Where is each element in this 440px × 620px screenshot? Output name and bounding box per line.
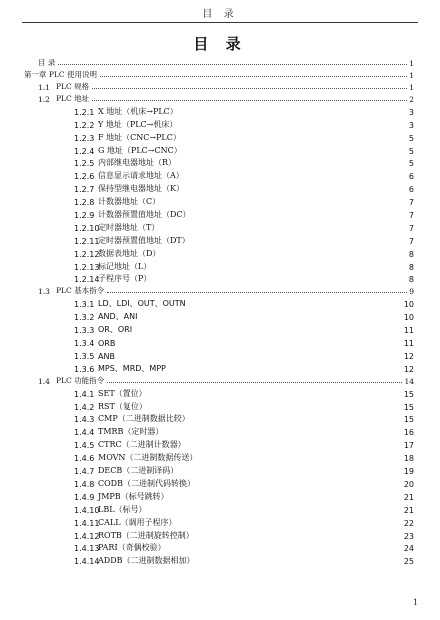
toc-entry-page: 2 bbox=[409, 95, 414, 104]
toc-entry-page: 7 bbox=[408, 211, 414, 221]
toc-entry-number: 1.3.6 bbox=[74, 364, 95, 374]
toc-entry-page: 10 bbox=[403, 313, 414, 323]
toc-entry-number: 1.2.12 bbox=[74, 249, 100, 259]
toc-entry-number: 1.4.10 bbox=[74, 505, 100, 515]
toc-entry-number: 1.2.11 bbox=[74, 236, 100, 246]
toc-entry-number: 1.2.5 bbox=[74, 159, 95, 169]
toc-entry[interactable] bbox=[24, 374, 414, 386]
toc-entry-title: 目 录 bbox=[38, 58, 56, 67]
toc-entry-title: 数据表地址（D） bbox=[98, 248, 161, 258]
toc-entry-number: 1.4 bbox=[38, 376, 50, 386]
toc-entry-number: 1.4.6 bbox=[74, 454, 95, 464]
toc-entry[interactable] bbox=[24, 296, 414, 309]
toc-entry-page: 21 bbox=[403, 505, 414, 515]
toc-entry-title: 保持型继电器地址（K） bbox=[98, 184, 184, 194]
toc-entry-number: 1.2.6 bbox=[74, 172, 95, 182]
toc-entry-page: 1 bbox=[409, 71, 414, 80]
toc-entry[interactable] bbox=[24, 284, 414, 296]
toc-entry[interactable] bbox=[24, 348, 414, 361]
toc-entry[interactable] bbox=[24, 233, 414, 246]
toc-entry[interactable] bbox=[24, 117, 414, 130]
toc-entry-title: ROTB（二进制旋转控制） bbox=[98, 530, 194, 540]
toc-entry[interactable] bbox=[24, 412, 414, 425]
toc-entry-number: 1.4.13 bbox=[74, 544, 100, 554]
toc-entry-number: 1.2.9 bbox=[74, 211, 95, 221]
page-number: 1 bbox=[412, 598, 418, 607]
toc-entry-page: 1 bbox=[409, 83, 414, 92]
toc-entry-number: 1.1 bbox=[38, 83, 50, 92]
toc-entry-number: 1.2.2 bbox=[74, 120, 95, 130]
toc-entry[interactable] bbox=[24, 437, 414, 450]
toc-entry-title: ADDB（二进制数据相加） bbox=[98, 556, 195, 566]
toc-entry-title: Y 地址（PLC→机床） bbox=[98, 119, 178, 129]
toc-entry-number: 1.2.4 bbox=[74, 146, 95, 156]
toc-entry-number: 1.2 bbox=[38, 95, 50, 104]
toc-entry-title: PLC 基本指令 bbox=[56, 286, 105, 296]
toc-entry-page: 3 bbox=[408, 107, 414, 117]
toc-entry-page: 21 bbox=[403, 492, 414, 502]
toc-dot-leader bbox=[92, 88, 407, 89]
toc-entry-page: 15 bbox=[403, 389, 414, 399]
toc-entry-number: 1.4.8 bbox=[74, 479, 95, 489]
toc-entry[interactable] bbox=[24, 194, 414, 207]
toc-entry-title: G 地址（PLC→CNC） bbox=[98, 145, 182, 155]
toc-entry-title: TMRB（定时器） bbox=[98, 427, 164, 437]
toc-entry-number: 1.3.2 bbox=[74, 313, 95, 323]
toc-entry[interactable] bbox=[24, 220, 414, 233]
toc-entry-title: CALL（调用子程序） bbox=[98, 517, 177, 527]
toc-entry-number: 1.2.14 bbox=[74, 275, 100, 285]
toc-entry[interactable] bbox=[24, 56, 414, 68]
toc-entry-title: 定时器预置值地址（DT） bbox=[98, 235, 190, 245]
toc-entry-page: 7 bbox=[408, 223, 414, 233]
toc-entry-page: 1 bbox=[409, 59, 414, 68]
toc-entry-page: 8 bbox=[408, 275, 414, 285]
toc-entry[interactable] bbox=[24, 259, 414, 272]
toc-entry-number: 1.3.3 bbox=[74, 326, 95, 336]
toc-entry-page: 10 bbox=[403, 300, 414, 310]
toc-entry-page: 6 bbox=[408, 172, 414, 182]
toc-entry-page: 15 bbox=[403, 415, 414, 425]
toc-entry-number: 1.2.10 bbox=[74, 223, 100, 233]
toc-entry-page: 23 bbox=[403, 531, 414, 541]
toc-dot-leader bbox=[92, 100, 407, 101]
toc-entry[interactable] bbox=[24, 399, 414, 412]
toc-entry-page: 12 bbox=[403, 351, 414, 361]
toc-entry-title: 计数器预置值地址（DC） bbox=[98, 210, 191, 220]
toc-entry[interactable] bbox=[24, 386, 414, 399]
toc-entry-title: CMP（二进制数据比较） bbox=[98, 414, 190, 424]
toc-entry[interactable] bbox=[24, 181, 414, 194]
toc-entry[interactable] bbox=[24, 92, 414, 104]
page-title: 目 录 bbox=[193, 35, 247, 53]
toc-entry-number: 1.4.9 bbox=[74, 492, 95, 502]
toc-entry[interactable] bbox=[24, 541, 414, 554]
toc-entry[interactable] bbox=[24, 80, 414, 92]
toc-entry-number: 1.2.7 bbox=[74, 185, 95, 195]
toc-entry-number: 1.4.12 bbox=[74, 531, 100, 541]
toc-entry[interactable] bbox=[24, 476, 414, 489]
toc-entry-page: 5 bbox=[408, 159, 414, 169]
toc-entry-number: 1.3.5 bbox=[74, 351, 95, 361]
table-of-contents bbox=[24, 56, 414, 566]
toc-entry-page: 11 bbox=[403, 326, 414, 336]
toc-entry-page: 8 bbox=[408, 249, 414, 259]
toc-dot-leader bbox=[107, 382, 402, 383]
header-rule bbox=[22, 22, 418, 23]
toc-entry-number: 1.4.4 bbox=[74, 428, 95, 438]
toc-entry[interactable] bbox=[24, 168, 414, 181]
toc-entry[interactable] bbox=[24, 335, 414, 348]
toc-dot-leader bbox=[58, 64, 407, 65]
toc-dot-leader bbox=[107, 292, 407, 293]
toc-entry-number: 1.4.14 bbox=[74, 557, 100, 567]
toc-entry[interactable] bbox=[24, 515, 414, 528]
toc-entry-title: 定时器地址（T） bbox=[98, 222, 160, 232]
toc-entry-page: 18 bbox=[403, 454, 414, 464]
toc-entry-page: 7 bbox=[408, 198, 414, 208]
toc-entry-page: 5 bbox=[408, 146, 414, 156]
toc-entry[interactable] bbox=[24, 130, 414, 143]
toc-entry-title: X 地址（机床→PLC） bbox=[98, 106, 178, 116]
toc-entry[interactable] bbox=[24, 502, 414, 515]
toc-entry-title: RST（复位） bbox=[98, 401, 147, 411]
toc-entry-number: 1.2.1 bbox=[74, 107, 95, 117]
toc-entry[interactable] bbox=[24, 361, 414, 374]
toc-entry[interactable] bbox=[24, 309, 414, 322]
toc-entry-number: 1.2.3 bbox=[74, 133, 95, 143]
toc-entry-title: ORB bbox=[98, 339, 116, 349]
toc-entry[interactable] bbox=[24, 104, 414, 117]
toc-entry-number: 1.4.7 bbox=[74, 467, 95, 477]
toc-entry-page: 22 bbox=[403, 518, 414, 528]
toc-entry-title: PARI（奇偶校验） bbox=[98, 543, 166, 553]
toc-entry[interactable] bbox=[24, 68, 414, 80]
toc-entry-number: 1.4.11 bbox=[74, 518, 100, 528]
toc-entry-page: 3 bbox=[408, 120, 414, 130]
toc-entry-title: AND、ANI bbox=[98, 312, 138, 322]
toc-entry-title: LD、LDI、OUT、OUTN bbox=[98, 299, 186, 309]
toc-entry-title: CTRC（二进制计数器） bbox=[98, 440, 186, 450]
toc-entry-page: 25 bbox=[403, 557, 414, 567]
toc-entry[interactable] bbox=[24, 463, 414, 476]
toc-entry-title: 第一章 PLC 使用说明 bbox=[24, 70, 98, 79]
toc-entry-number: 1.2.8 bbox=[74, 198, 95, 208]
toc-entry-page: 17 bbox=[403, 441, 414, 451]
toc-entry[interactable] bbox=[24, 322, 414, 335]
toc-entry[interactable] bbox=[24, 207, 414, 220]
toc-entry-page: 15 bbox=[403, 402, 414, 412]
toc-entry-title: OR、ORI bbox=[98, 325, 133, 335]
toc-entry-title: F 地址（CNC→PLC） bbox=[98, 132, 181, 142]
toc-entry[interactable] bbox=[24, 246, 414, 259]
toc-entry-title: MOVN（二进制数据传送） bbox=[98, 453, 198, 463]
toc-entry-page: 24 bbox=[403, 544, 414, 554]
toc-entry-page: 16 bbox=[403, 428, 414, 438]
running-header: 目 录 bbox=[202, 9, 238, 20]
toc-entry-title: DECB（二进制译码） bbox=[98, 466, 179, 476]
toc-entry-page: 12 bbox=[403, 364, 414, 374]
toc-entry-title: ANB bbox=[98, 351, 115, 361]
toc-entry-number: 1.3.1 bbox=[74, 300, 95, 310]
toc-entry-number: 1.4.1 bbox=[74, 389, 95, 399]
toc-entry-title: 标记地址（L） bbox=[98, 261, 152, 271]
toc-entry-title: MPS、MRD、MPP bbox=[98, 363, 166, 373]
toc-entry-page: 5 bbox=[408, 133, 414, 143]
toc-entry-number: 1.3.4 bbox=[74, 339, 95, 349]
toc-entry-number: 1.4.5 bbox=[74, 441, 95, 451]
toc-entry[interactable] bbox=[24, 450, 414, 463]
toc-entry-title: PLC 功能指令 bbox=[56, 375, 105, 385]
toc-entry-title: 计数器地址（C） bbox=[98, 197, 161, 207]
toc-entry[interactable] bbox=[24, 424, 414, 437]
toc-entry-title: LBL（标号） bbox=[98, 504, 147, 514]
toc-entry-title: 内部继电器地址（R） bbox=[98, 158, 177, 168]
toc-entry-number: 1.2.13 bbox=[74, 262, 100, 272]
toc-entry-title: JMPB（标号跳转） bbox=[98, 491, 169, 501]
toc-entry[interactable] bbox=[24, 553, 414, 566]
toc-entry[interactable] bbox=[24, 156, 414, 169]
toc-dot-leader bbox=[100, 76, 407, 77]
toc-entry-page: 19 bbox=[403, 467, 414, 477]
toc-entry-page: 9 bbox=[409, 287, 414, 297]
toc-entry-number: 1.4.3 bbox=[74, 415, 95, 425]
toc-entry-title: 信息显示请求地址（A） bbox=[98, 171, 184, 181]
toc-entry-title: 子程序号（P） bbox=[98, 274, 152, 284]
toc-entry-page: 7 bbox=[408, 236, 414, 246]
toc-entry-title: PLC 规格 bbox=[56, 82, 90, 91]
toc-entry[interactable] bbox=[24, 489, 414, 502]
toc-entry-page: 6 bbox=[408, 185, 414, 195]
toc-entry[interactable] bbox=[24, 143, 414, 156]
toc-entry-page: 20 bbox=[403, 479, 414, 489]
toc-entry-page: 14 bbox=[404, 376, 414, 386]
toc-entry-number: 1.3 bbox=[38, 287, 50, 297]
toc-entry-page: 8 bbox=[408, 262, 414, 272]
toc-entry-title: PLC 地址 bbox=[56, 94, 90, 103]
toc-entry-number: 1.4.2 bbox=[74, 402, 95, 412]
toc-entry[interactable] bbox=[24, 272, 414, 285]
toc-entry-title: SET（置位） bbox=[98, 388, 147, 398]
toc-entry-page: 11 bbox=[403, 339, 414, 349]
toc-entry[interactable] bbox=[24, 528, 414, 541]
toc-entry-title: CODB（二进制代码转换） bbox=[98, 478, 195, 488]
